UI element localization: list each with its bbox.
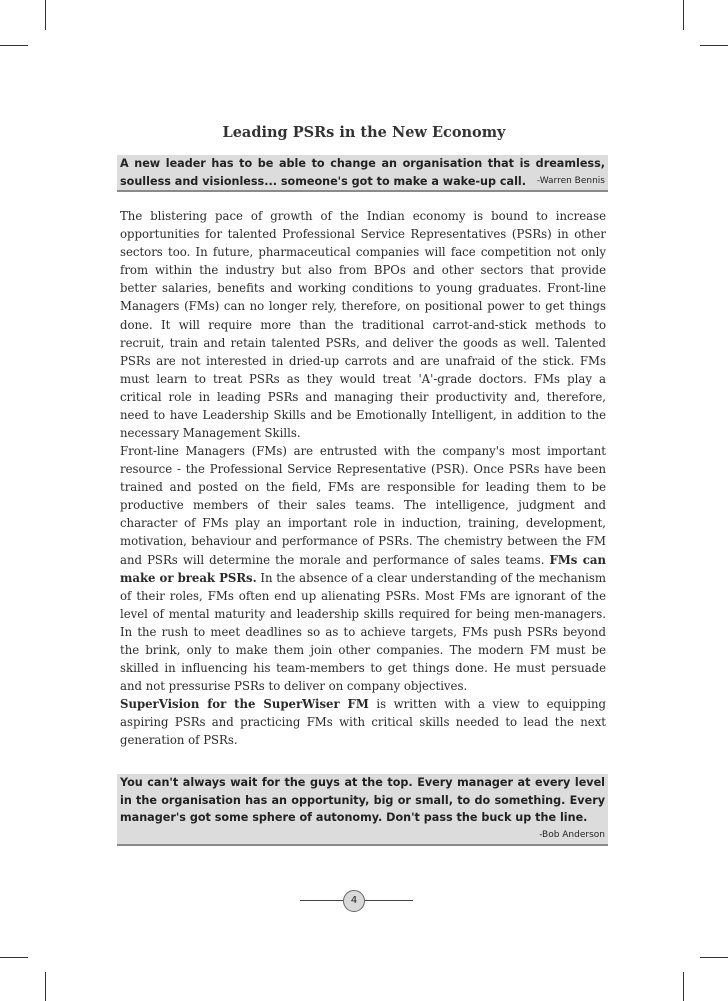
paragraph-2 xyxy=(120,442,606,695)
crop-mark xyxy=(683,0,684,30)
quote-text: You can't always wait for the guys at the top. Every manager at every level in the organisation has an opportunity, big or small, to do something. Every manager's got some sphere of autonomy. Don't pass the buck up the line. xyxy=(120,776,605,824)
paragraph-text: is written with a view to equipping aspiring PSRs and practicing FMs with critical skills needed to lead the next generation of PSRs. xyxy=(120,697,606,748)
quote-box-bottom xyxy=(117,774,608,846)
crop-mark xyxy=(45,0,46,30)
quote-box-top xyxy=(117,155,608,192)
book-title: SuperVision for the SuperWiser FM xyxy=(120,697,369,711)
crop-mark xyxy=(683,972,684,1001)
crop-mark xyxy=(700,957,728,958)
quote-attribution: -Warren Bennis xyxy=(536,175,605,186)
crop-mark xyxy=(0,957,28,958)
quote-text: A new leader has to be able to change an organisation that is dreamless, soulless and visionless... someone's got to make a wake-up call. xyxy=(120,157,605,188)
bold-emphasis: FMs can make or break PSRs. xyxy=(120,552,606,585)
crop-mark xyxy=(700,45,728,46)
paragraph-3 xyxy=(120,695,606,749)
footer-rule-right xyxy=(365,900,413,901)
page-title: Leading PSRs in the New Economy xyxy=(222,124,506,141)
paragraph-text: Front-line Managers (FMs) are entrusted with the company's most important resource - the Professional Service Representative (PSR). Once PSRs have been trained and posted on the field, FMs are responsible for leading them to be productive members of their sales teams. The intelligence, judgment and character of FMs play an important role in induction, training, development, motivation, behaviour and performance of PSRs. The chemistry between the FM and PSRs will determine the morale and performance of sales teams. xyxy=(120,444,606,567)
paragraph-text: In the absence of a clear understanding of the mechanism of their roles, FMs often end up alienating PSRs. Most FMs are ignorant of the level of mental maturity and leadership skills required for being men-managers. In the rush to meet deadlines so as to achieve targets, FMs push PSRs beyond the brink, only to make them join other companies. The modern FM must be skilled in influencing his team-members to get things done. He must persuade and not pressurise PSRs to deliver on company objectives. xyxy=(120,570,606,694)
footer-rule-left xyxy=(300,900,343,901)
crop-mark xyxy=(0,45,28,46)
paragraph-1: The blistering pace of growth of the Indian economy is bound to increase opportunities for talented Professional Service Representatives (PSRs) in other sectors too. In future, pharmaceutical companies will face competition not only from within the industry but also from BPOs and other sectors that provide better salaries, benefits and working conditions to young graduates. Front-line Managers (FMs) can no longer rely, therefore, on positional power to get things done. It will require more than the traditional carrot-and-stick methods to recruit, train and retain talented PSRs, and deliver the goods as well. Talented PSRs are not interested in dried-up carrots and are unafraid of the stick. FMs must learn to treat PSRs as they would treat 'A'-grade doctors. FMs play a critical role in leading PSRs and managing their productivity and, therefore, need to have Leadership Skills and be Emotionally Intelligent, in addition to the necessary Management Skills. xyxy=(120,209,606,441)
quote-attribution: -Bob Anderson xyxy=(539,829,605,840)
page-number: 4 xyxy=(343,890,365,912)
crop-mark xyxy=(45,972,46,1001)
